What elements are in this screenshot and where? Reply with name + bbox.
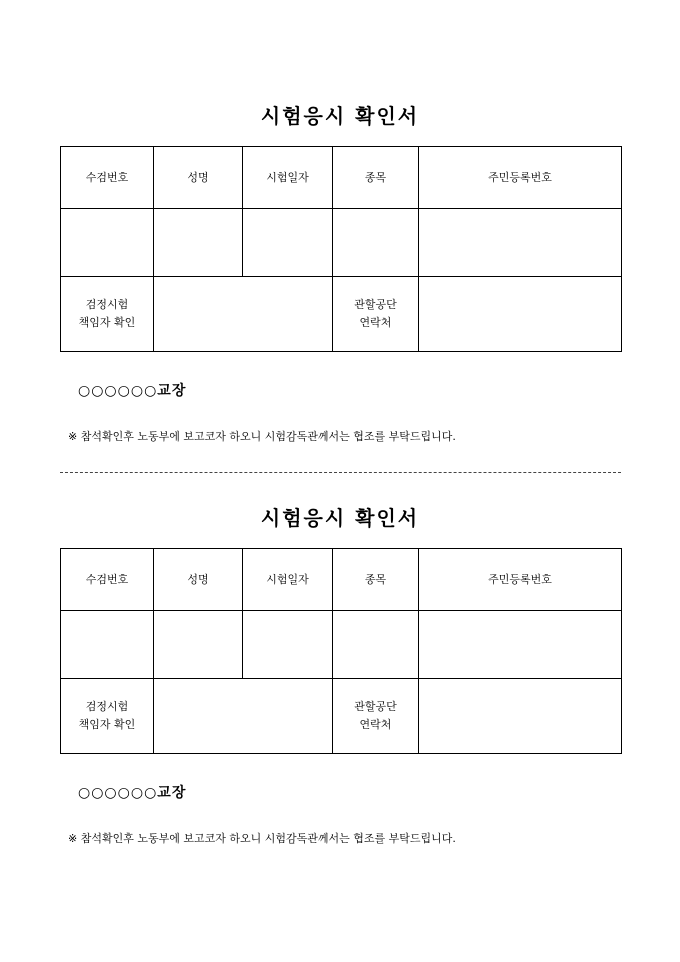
contact-label-line2: 연락처	[359, 316, 392, 329]
cell-contact[interactable]	[419, 277, 622, 352]
form-title: 시험응시 확인서	[260, 104, 420, 128]
cell-subject[interactable]	[333, 209, 419, 277]
cell-name[interactable]	[154, 209, 243, 277]
supervisor-label-line2: 책임자 확인	[78, 718, 136, 731]
cell-exam-date[interactable]	[243, 611, 333, 679]
cell-exam-number[interactable]	[61, 209, 154, 277]
header-exam-number: 수검번호	[61, 147, 154, 209]
cell-supervisor-confirmation[interactable]	[154, 277, 333, 352]
school-name: ○○○○○○교장	[78, 383, 187, 399]
header-subject: 종목	[333, 147, 419, 209]
contact-label	[333, 277, 419, 352]
header-resident-number: 주민등록번호	[419, 147, 622, 209]
form-table	[60, 146, 622, 352]
header-resident-number: 주민등록번호	[419, 549, 622, 611]
header-name: 성명	[154, 147, 243, 209]
contact-label-line1: 관할공단	[354, 700, 397, 714]
supervisor-label	[61, 277, 154, 352]
header-exam-date: 시험일자	[243, 147, 333, 209]
form-title: 시험응시 확인서	[260, 506, 420, 530]
cell-name[interactable]	[154, 611, 243, 679]
cell-resident-number[interactable]	[419, 611, 622, 679]
supervisor-label-line2: 책임자 확인	[78, 316, 136, 329]
supervisor-label-line1: 검정시험	[85, 700, 129, 714]
header-name: 성명	[154, 549, 243, 611]
supervisor-label	[61, 679, 154, 754]
cell-exam-number[interactable]	[61, 611, 154, 679]
school-name: ○○○○○○교장	[78, 785, 187, 801]
header-exam-number: 수검번호	[61, 549, 154, 611]
cell-exam-date[interactable]	[243, 209, 333, 277]
cell-supervisor-confirmation[interactable]	[154, 679, 333, 754]
contact-label-line1: 관할공단	[354, 298, 397, 312]
cell-resident-number[interactable]	[419, 209, 622, 277]
cell-subject[interactable]	[333, 611, 419, 679]
cut-line-divider	[60, 472, 621, 473]
supervisor-label-line1: 검정시험	[85, 298, 129, 312]
cell-contact[interactable]	[419, 679, 622, 754]
footnote: ※ 참석확인후 노동부에 보고코자 하오니 시험감독관께서는 협조를 부탁드립니다.	[68, 832, 456, 845]
footnote: ※ 참석확인후 노동부에 보고코자 하오니 시험감독관께서는 협조를 부탁드립니다.	[68, 430, 456, 443]
contact-label	[333, 679, 419, 754]
form-table	[60, 548, 622, 754]
header-subject: 종목	[333, 549, 419, 611]
header-exam-date: 시험일자	[243, 549, 333, 611]
contact-label-line2: 연락처	[359, 718, 392, 731]
